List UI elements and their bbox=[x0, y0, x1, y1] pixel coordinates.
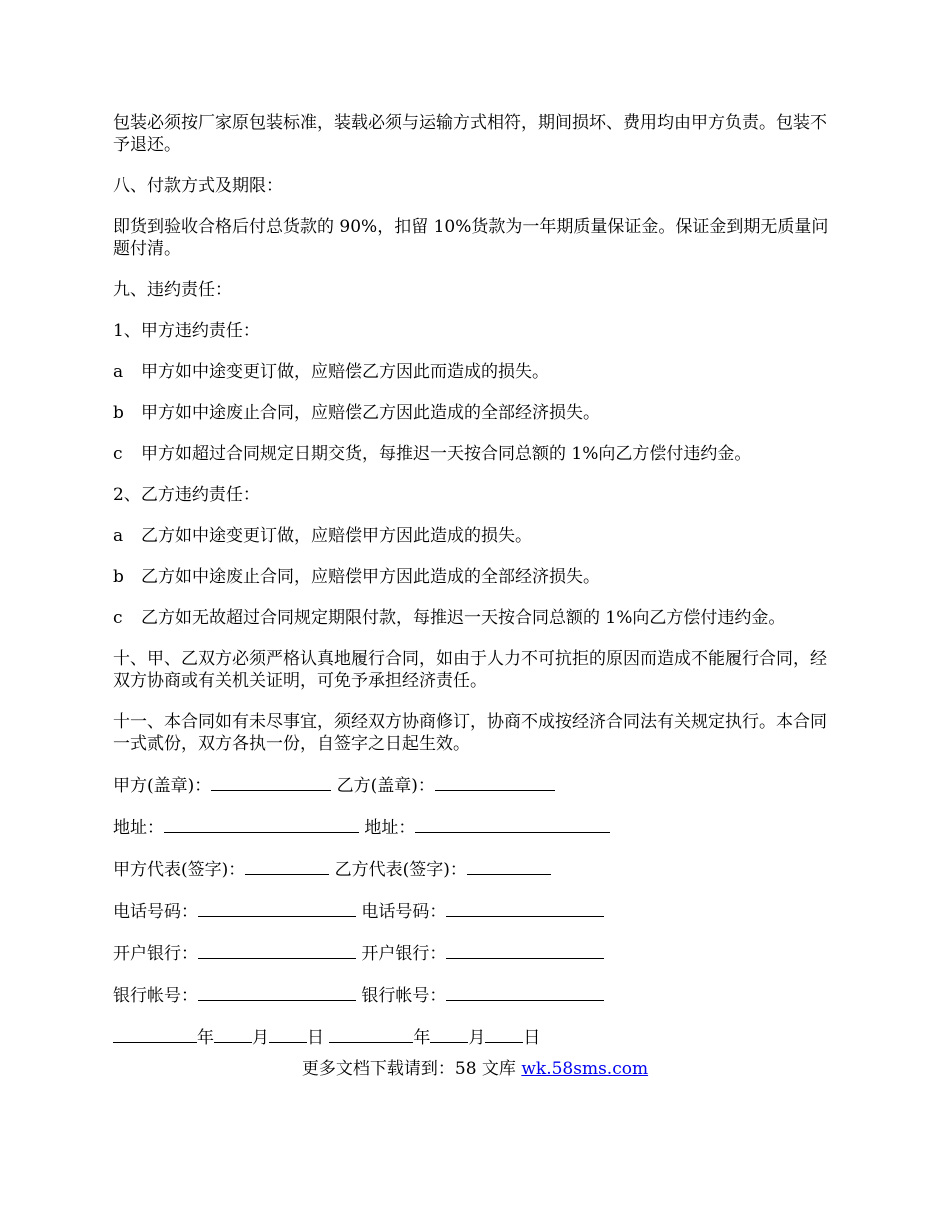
party-b-month-blank[interactable] bbox=[430, 1026, 468, 1043]
party-b-rep-label: 乙方代表(签字)： bbox=[334, 860, 467, 880]
party-a-account-blank[interactable] bbox=[198, 984, 356, 1001]
item-text: 乙方如无故超过合同规定期限付款，每推迟一天按合同总额的 1%向乙方偿付违约金。 bbox=[141, 608, 786, 628]
year-label: 年 bbox=[413, 1028, 431, 1048]
party-b-year-blank[interactable] bbox=[329, 1026, 413, 1043]
party-a-bank-label: 开户银行： bbox=[113, 944, 198, 964]
seal-row bbox=[113, 774, 843, 797]
party-a-address-label: 地址： bbox=[113, 818, 164, 838]
party-b-address-label: 地址： bbox=[364, 818, 416, 838]
party-b-account-blank[interactable] bbox=[446, 984, 604, 1001]
year-label: 年 bbox=[197, 1028, 214, 1048]
party-a-rep-blank[interactable] bbox=[245, 858, 329, 875]
party-b-item-c bbox=[113, 607, 843, 629]
force-majeure-clause: 十、甲、乙双方必须严格认真地履行合同，如由于人力不可抗拒的原因而造成不能履行合同，经双方协商或有关机关证明，可免予承担经济责任。 bbox=[113, 649, 827, 691]
item-text: 甲方如中途废止合同，应赔偿乙方因此造成的全部经济损失。 bbox=[141, 403, 600, 423]
party-a-seal-blank[interactable] bbox=[211, 774, 331, 791]
representative-row bbox=[113, 858, 843, 881]
party-a-phone-blank[interactable] bbox=[198, 900, 356, 917]
party-b-bank-label: 开户银行： bbox=[361, 944, 447, 964]
party-b-bank-blank[interactable] bbox=[446, 942, 604, 959]
party-a-year-blank[interactable] bbox=[113, 1026, 197, 1043]
month-label: 月 bbox=[252, 1028, 269, 1048]
day-label: 日 bbox=[523, 1028, 541, 1048]
party-a-item-a bbox=[113, 361, 843, 383]
party-b-item-a bbox=[113, 525, 843, 547]
party-a-day-blank[interactable] bbox=[269, 1026, 307, 1043]
item-marker: a bbox=[113, 526, 124, 546]
party-b-phone-blank[interactable] bbox=[446, 900, 604, 917]
party-b-liability-heading: 2、乙方违约责任： bbox=[113, 485, 260, 505]
party-a-liability-heading: 1、甲方违约责任： bbox=[113, 321, 260, 341]
party-b-address-blank[interactable] bbox=[415, 816, 610, 833]
party-b-item-b bbox=[113, 566, 843, 588]
party-a-address-blank[interactable] bbox=[164, 816, 359, 833]
party-a-bank-blank[interactable] bbox=[198, 942, 356, 959]
item-marker: b bbox=[113, 403, 124, 423]
supplementary-clause: 十一、本合同如有未尽事宜，须经双方协商修订，协商不成按经济合同法有关规定执行。本合同一式贰份，双方各执一份，自签字之日起生效。 bbox=[113, 712, 827, 754]
bank-row bbox=[113, 942, 843, 965]
packaging-clause: 包装必须按厂家原包装标准，装载必须与运输方式相符，期间损坏、费用均由甲方负责。包装不予退还。 bbox=[113, 113, 827, 155]
account-row bbox=[113, 984, 843, 1007]
item-marker: c bbox=[113, 444, 123, 464]
contract-page bbox=[113, 112, 843, 1068]
download-footer bbox=[0, 1058, 950, 1080]
party-b-seal-blank[interactable] bbox=[435, 774, 555, 791]
party-b-day-blank[interactable] bbox=[485, 1026, 523, 1043]
item-marker: c bbox=[113, 608, 123, 628]
month-label: 月 bbox=[468, 1028, 486, 1048]
party-a-phone-label: 电话号码： bbox=[113, 902, 198, 922]
date-row bbox=[113, 1026, 843, 1049]
item-text: 乙方如中途废止合同，应赔偿甲方因此造成的全部经济损失。 bbox=[141, 567, 600, 587]
address-row bbox=[113, 816, 843, 839]
party-a-item-b bbox=[113, 402, 843, 424]
party-a-rep-label: 甲方代表(签字)： bbox=[113, 860, 246, 880]
day-label: 日 bbox=[307, 1028, 324, 1048]
party-a-account-label: 银行帐号： bbox=[113, 986, 198, 1006]
phone-row bbox=[113, 900, 843, 923]
section-9-heading: 九、违约责任： bbox=[113, 280, 232, 300]
party-b-phone-label: 电话号码： bbox=[361, 902, 447, 922]
payment-clause: 即货到验收合格后付总货款的 90%，扣留 10%货款为一年期质量保证金。保证金到期无质量问题付清。 bbox=[113, 217, 829, 259]
item-text: 甲方如超过合同规定日期交货，每推迟一天按合同总额的 1%向乙方偿付违约金。 bbox=[141, 444, 752, 464]
party-a-item-c bbox=[113, 443, 843, 465]
item-text: 甲方如中途变更订做，应赔偿乙方因此而造成的损失。 bbox=[141, 362, 549, 382]
party-b-account-label: 银行帐号： bbox=[361, 986, 447, 1006]
item-marker: b bbox=[113, 567, 124, 587]
party-a-seal-label: 甲方(盖章)： bbox=[113, 776, 212, 796]
item-marker: a bbox=[113, 362, 124, 382]
item-text: 乙方如中途变更订做，应赔偿甲方因此造成的损失。 bbox=[141, 526, 532, 546]
footer-text: 更多文档下载请到：58 文库 bbox=[301, 1059, 522, 1079]
party-b-rep-blank[interactable] bbox=[467, 858, 551, 875]
footer-link[interactable]: wk.58sms.com bbox=[521, 1059, 649, 1079]
party-b-seal-label: 乙方(盖章)： bbox=[336, 776, 435, 796]
section-8-heading: 八、付款方式及期限： bbox=[113, 176, 283, 196]
party-a-month-blank[interactable] bbox=[214, 1026, 252, 1043]
